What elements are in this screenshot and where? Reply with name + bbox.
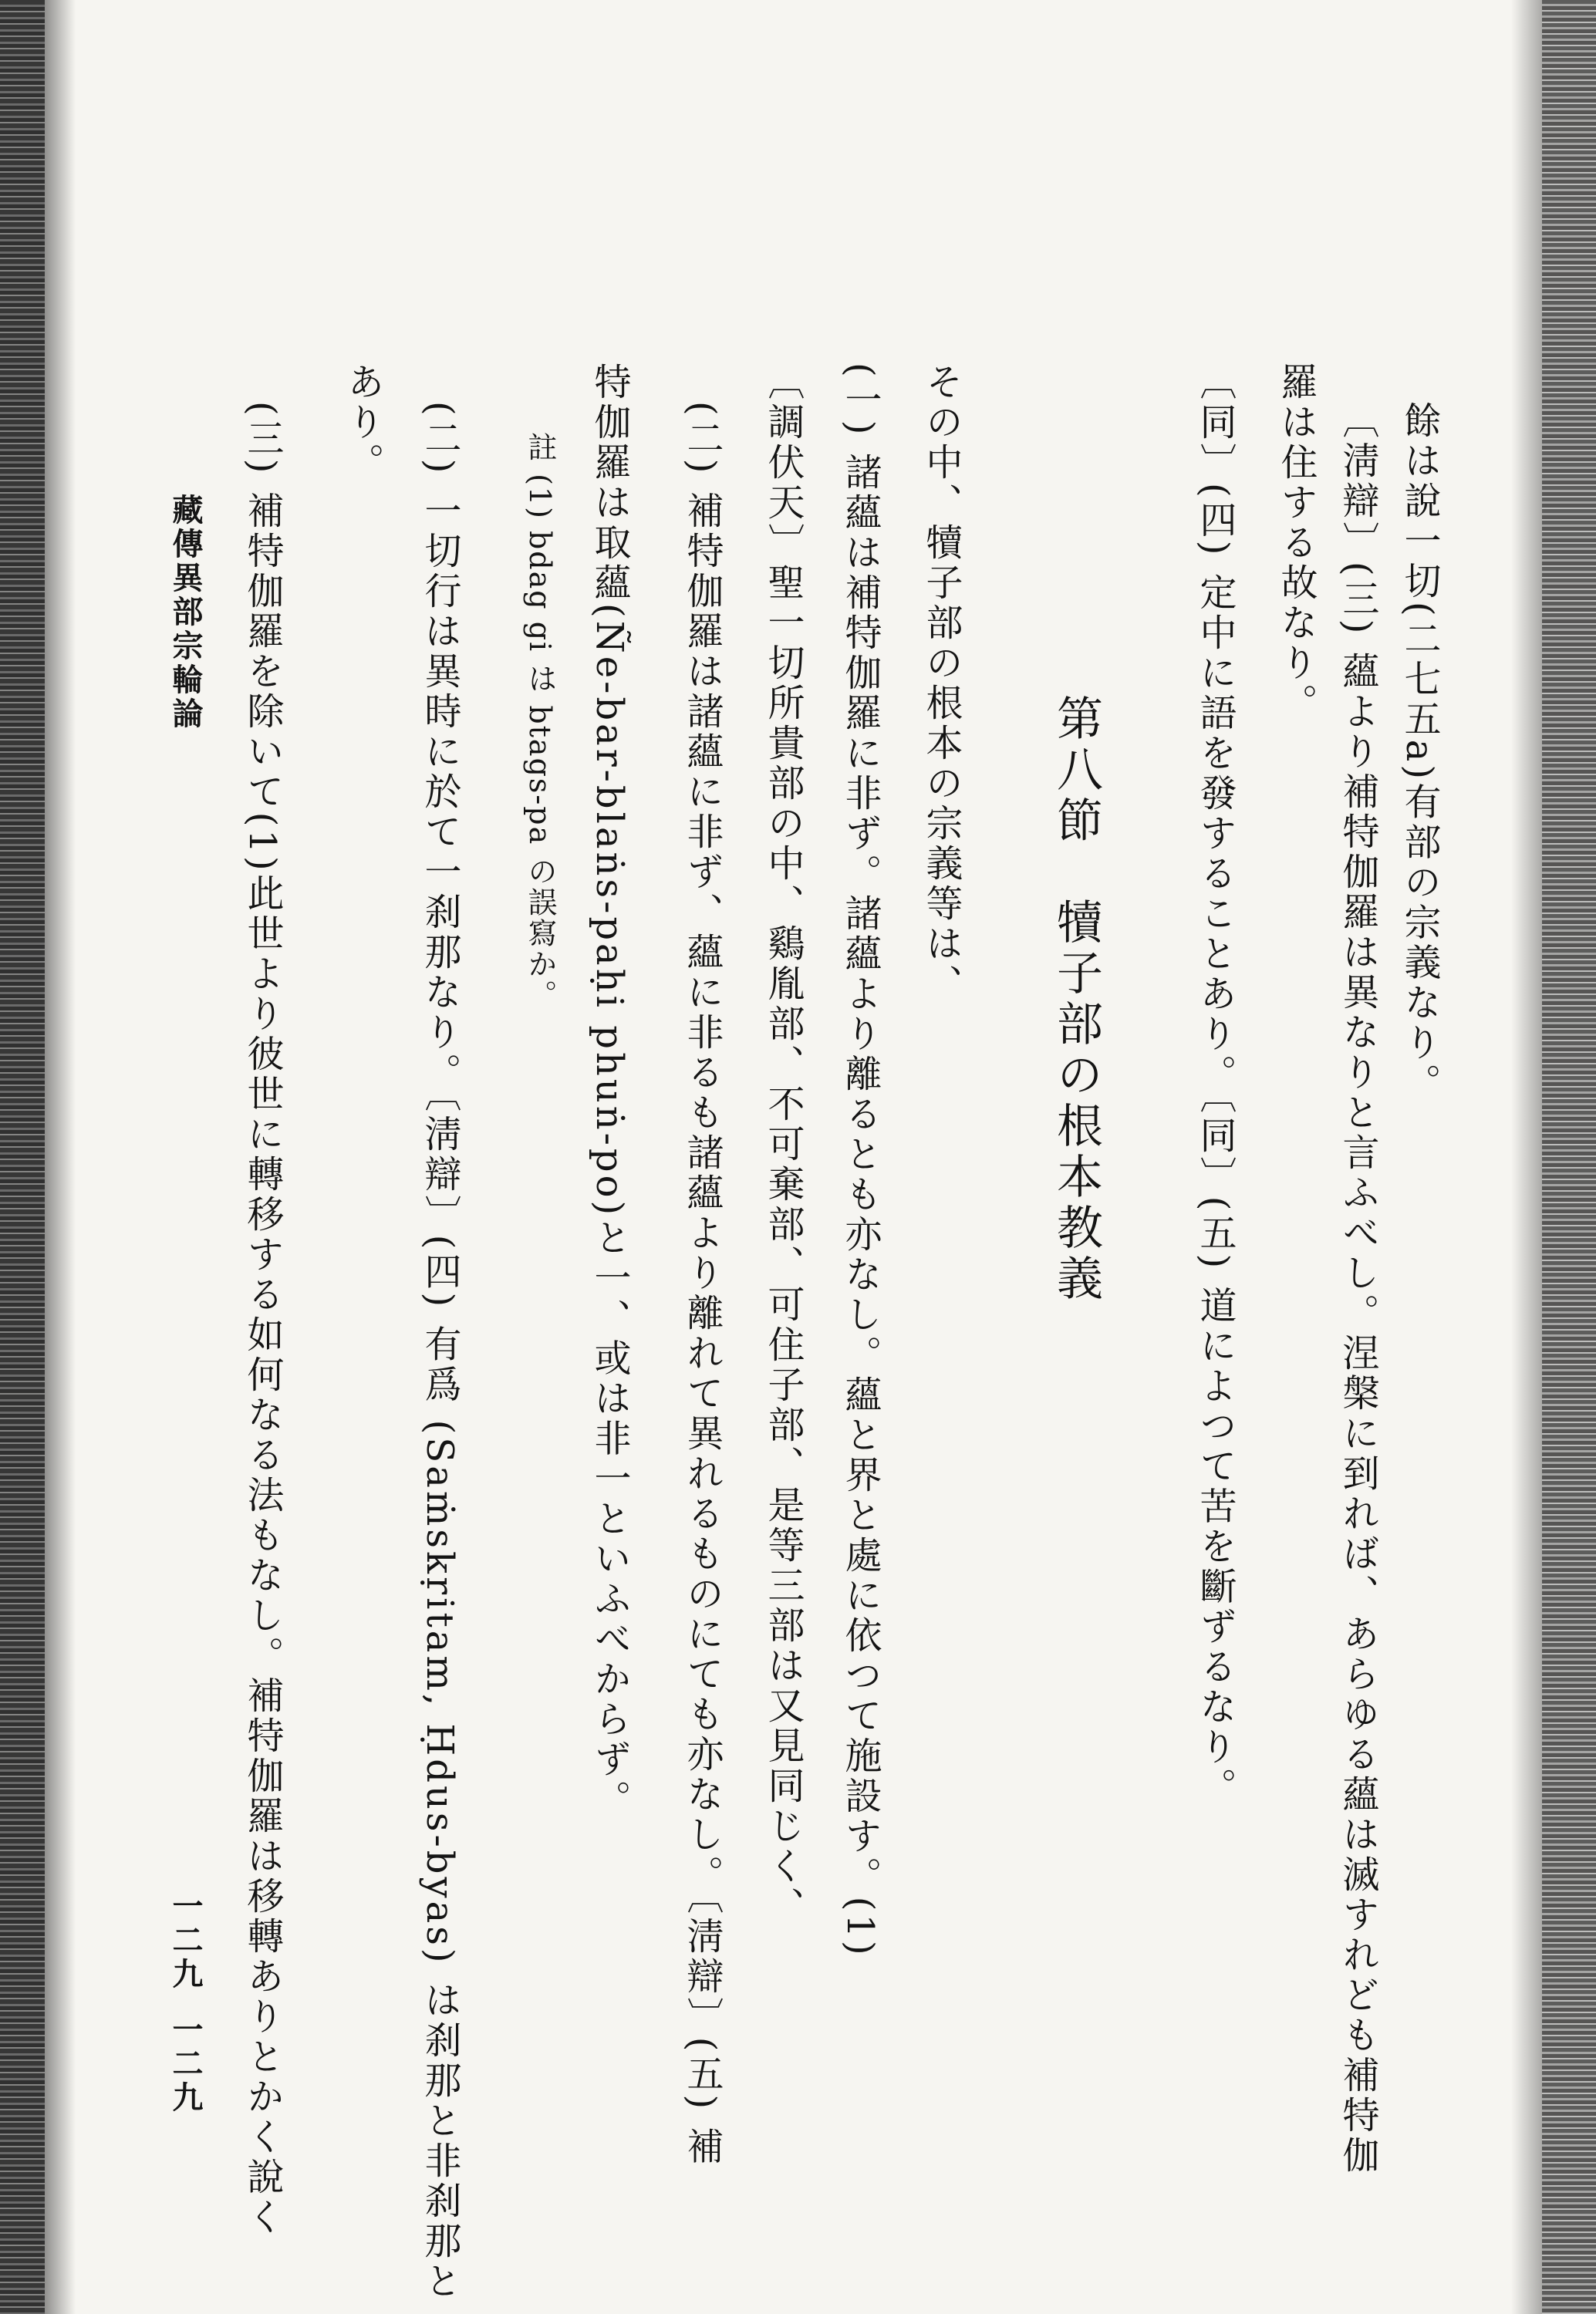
text-column-13: あり。 (341, 363, 384, 483)
text-column-1: 餘は說一切(二七五a)有部の宗義なり。 (1398, 401, 1441, 1104)
footnote: 註 (1) bdag gi は btags-pa の誤寫か。 (523, 432, 557, 1011)
text-column-14: (三) 補特伽羅を除いて(1)此世より彼世に轉移する如何なる法もなし。補特伽羅は移轉ありとかく說く (241, 401, 284, 2238)
section-heading: 第八節 犢子部の根本教義 (1049, 694, 1103, 1305)
text-column-9: (二) 補特伽羅は諸蘊に非ず、蘊に非るも諸蘊より離れて異れるものにても亦なし。〔淸辯〕(五) 補 (680, 401, 724, 2167)
page-number-right: 一二九 (167, 2013, 204, 2115)
text-column-7: (一) 諸蘊は補特伽羅に非ず。諸蘊より離るとも亦なし。蘊と界と處に依つて施設す。(1) (838, 363, 882, 1958)
scan-edge-left (0, 0, 45, 2314)
page-number: 一二九 (167, 1890, 204, 1992)
text-column-8: 〔調伏天〕聖一切所貴部の中、鷄胤部、不可棄部、可住子部、是等三部は又見同じく、 (761, 363, 805, 1927)
scan-edge-right (1542, 0, 1596, 2314)
text-column-3: 羅は住する故なり。 (1274, 363, 1318, 724)
text-column-4: 〔同〕(四) 定中に語を發することあり。〔同〕(五) 道によつて苦を斷ずるなり。 (1193, 363, 1237, 1808)
running-header: 藏傳異部宗輪論 (167, 494, 204, 731)
text-column-12: (二) 一切行は異時に於て一刹那なり。〔淸辯〕(四) 有爲 (Saṁskṛitam, Ḥdus-byas) は刹那と非刹那と (418, 401, 461, 2302)
text-column-2: 〔淸辯〕(三) 蘊より補特伽羅は異なりと言ふべし。涅槃に到れば、あらゆる蘊は滅すれども補特伽 (1336, 401, 1379, 2176)
text-column-10: 特伽羅は取蘊(Ñe-bar-blaṅs-paḥi phuṅ-po)と一、或は非一といふべからず。 (588, 363, 631, 1820)
scan-shadow-right (1511, 0, 1542, 2314)
text-column-6: その中、犢子部の根本の宗義等は、 (919, 363, 963, 1004)
scan-shadow-left (45, 0, 76, 2314)
